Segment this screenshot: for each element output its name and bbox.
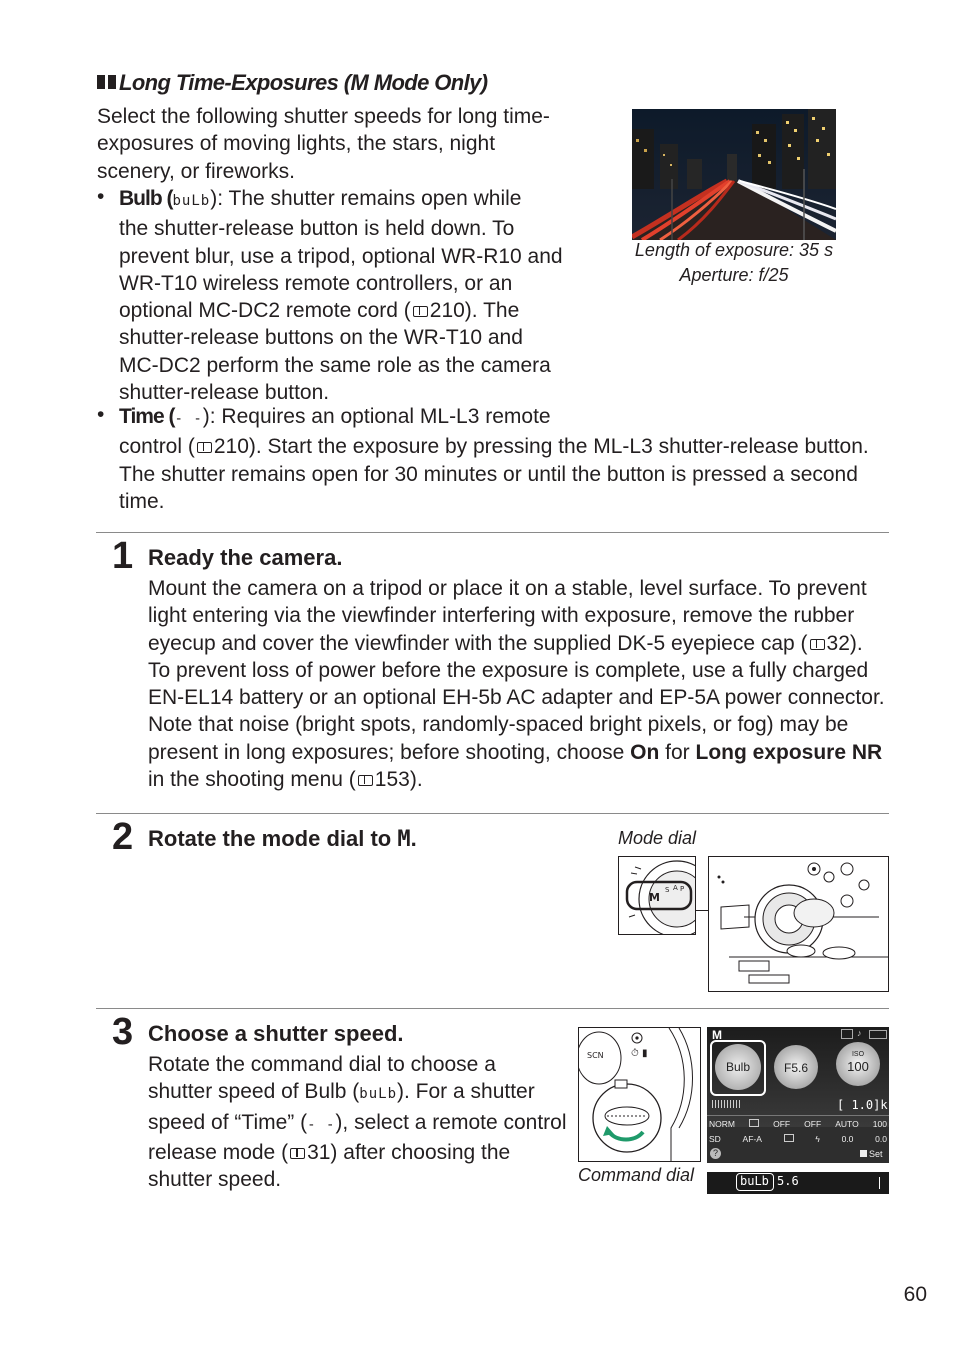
step-text: 153).: [374, 768, 423, 792]
bullet-text: ): The shutter remains open while: [210, 187, 522, 210]
step-text: 32).: [826, 631, 863, 655]
flash-icon: ϟ: [815, 1134, 820, 1144]
heading-marker-icon: [108, 75, 116, 89]
viewfinder-aperture: 5.6: [777, 1174, 799, 1188]
setting-value: OFF: [773, 1119, 791, 1129]
viewfinder-display: [707, 1172, 889, 1194]
step-line: [148, 630, 908, 657]
photo-caption: [620, 238, 848, 288]
image-quality-value: NORM: [709, 1119, 735, 1129]
section-title: [97, 70, 488, 96]
iso-value: 100: [847, 1059, 869, 1074]
intro-paragraph: [97, 103, 550, 185]
bulb-symbol: buLb: [359, 1086, 398, 1103]
bullet-line: shutter-release buttons on the WR-T10 and: [119, 326, 523, 350]
screen-settings-row-1: [709, 1119, 887, 1129]
bullet-icon: •: [97, 403, 105, 426]
setting-value: SD: [709, 1134, 721, 1144]
bullet-text: optional MC-DC2 remote cord (: [119, 299, 411, 323]
step-line: To prevent loss of power before the exposure is complete, use a fully charged: [148, 658, 869, 682]
step-text: release mode (: [148, 1140, 289, 1164]
bullet-line: The shutter remains open for 30 minutes or until the button is pressed a second: [119, 462, 858, 486]
menu-item-long-exposure-nr: Long exposure NR: [695, 740, 883, 764]
step-text: ). For a shutter: [397, 1080, 535, 1104]
help-icon: ?: [710, 1148, 721, 1159]
step-text: for: [659, 740, 696, 764]
bullet-icon: •: [97, 185, 105, 208]
step-line: light entering via the viewfinder interfering with exposure, remove the rubber: [148, 604, 855, 628]
viewfinder-shutter-speed: buLb: [740, 1174, 769, 1188]
svg-text:M: M: [649, 891, 660, 904]
camera-top-illustration: [708, 856, 889, 992]
step-text: eyecup and cover the viewfinder with the supplied DK-5 eyepiece cap (: [148, 631, 808, 655]
step-number: 3: [112, 1011, 134, 1053]
intro-line: exposures of moving lights, the stars, night: [97, 132, 496, 156]
bullet-text: ): Requires an optional ML-L3 remote: [202, 405, 551, 428]
page-reference-icon: [810, 639, 825, 650]
bullet-line: time.: [119, 489, 165, 513]
bulb-symbol: buLb: [172, 193, 211, 209]
aperture-value: F5.6: [783, 1061, 808, 1075]
bullet-line: [119, 403, 899, 433]
divider: [96, 532, 889, 533]
viewfinder-indicator: [879, 1177, 880, 1189]
bullet-time: [119, 403, 899, 515]
screen-beep-icon: ♪: [857, 1028, 862, 1038]
page-number: 60: [903, 1283, 927, 1306]
svg-text:⏱: ⏱: [631, 1048, 639, 1059]
step-line: [148, 1139, 568, 1166]
shutter-speed-value: Bulb: [725, 1060, 751, 1074]
bullet-bulb: [119, 185, 579, 406]
step-title: [148, 826, 417, 852]
menu-option-on: On: [630, 740, 660, 764]
page-reference-icon: [290, 1148, 305, 1159]
step-line: EN-EL14 battery or an optional EH-5b AC adapter and EP-5A power connector.: [148, 686, 885, 710]
step-text: ), select a remote control: [335, 1110, 567, 1134]
bullet-line: the shutter-release button is held down. To: [119, 217, 515, 241]
bullet-line: shutter-release button.: [119, 381, 330, 405]
svg-text:SCN: SCN: [587, 1051, 604, 1060]
step-number: 2: [112, 816, 134, 858]
bullet-line: MC-DC2 perform the same role as the camera: [119, 353, 551, 377]
svg-text:P: P: [680, 885, 685, 893]
bullet-line: [119, 433, 899, 460]
screen-card-icon: [841, 1029, 853, 1039]
screen-divider: [707, 1115, 889, 1116]
set-label: Set: [869, 1149, 883, 1159]
step-title-text: Rotate the mode dial to: [148, 826, 398, 851]
step-3-body: [148, 1051, 568, 1193]
metering-icon: [784, 1134, 794, 1142]
bullet-term-paren: (: [163, 405, 175, 428]
bullet-line: [119, 297, 579, 324]
mode-dial-closeup: [618, 856, 696, 935]
screen-battery-icon: [869, 1030, 887, 1039]
focus-mode-value: AF-A: [742, 1134, 762, 1144]
step-line: shutter speed.: [148, 1168, 282, 1192]
step-text: speed of “Time” (: [148, 1110, 308, 1134]
bullet-line: [119, 185, 579, 215]
step-text: present in long exposures; before shooting, choose: [148, 740, 631, 764]
bullet-term: Bulb: [119, 187, 162, 210]
step-line: Note that noise (bright spots, randomly-spaced bright pixels, or fog) may be: [148, 713, 849, 737]
setting-value: 0.0: [841, 1134, 854, 1144]
setting-value: OFF: [804, 1119, 822, 1129]
mode-dial-caption: Mode dial: [618, 828, 697, 848]
command-dial-illustration: [578, 1027, 701, 1162]
camera-info-screen: [707, 1027, 889, 1163]
step-text: 31) after choosing the: [307, 1140, 511, 1164]
step-number: 1: [112, 535, 134, 577]
step-title: Ready the camera.: [148, 545, 343, 570]
step-text: shutter speed of Bulb (: [148, 1080, 360, 1104]
step-1-body: [148, 575, 908, 793]
setting-value: 100: [872, 1119, 887, 1129]
i-button-icon: [860, 1150, 867, 1157]
page-reference-icon: [413, 306, 428, 317]
caption-line: Aperture: f/25: [679, 265, 789, 285]
bullet-term: Time: [119, 405, 164, 428]
bullet-term-paren: (: [161, 187, 173, 210]
image-size-icon: [749, 1119, 759, 1127]
step-line: [148, 1078, 568, 1108]
svg-text:S: S: [665, 886, 670, 894]
svg-text:▮: ▮: [642, 1048, 648, 1059]
intro-line: scenery, or fireworks.: [97, 159, 295, 183]
exposure-compensation: [ 1.0]k: [837, 1098, 888, 1112]
page-reference-icon: [358, 775, 373, 786]
time-symbol: - -: [307, 1116, 336, 1133]
section-title-text: Long Time-Exposures (M Mode Only): [119, 70, 488, 95]
intro-line: Select the following shutter speeds for long time-: [97, 105, 550, 128]
screen-mode-indicator: M: [712, 1028, 722, 1042]
divider: [96, 813, 889, 814]
exposure-indicator: [712, 1100, 742, 1108]
long-exposure-photo: [632, 109, 836, 240]
setting-value: AUTO: [835, 1119, 859, 1129]
bullet-text: control (: [119, 435, 195, 459]
svg-text:A: A: [673, 884, 678, 892]
step-line: Mount the camera on a tripod or place it on a stable, level surface. To prevent: [148, 577, 867, 600]
setting-value: 0.0: [875, 1134, 887, 1144]
time-symbol: - -: [174, 411, 203, 427]
step-title: Choose a shutter speed.: [148, 1021, 404, 1046]
bullet-line: WR-T10 wireless remote controllers, or an: [119, 271, 513, 295]
mode-m-symbol: M: [397, 827, 411, 852]
step-text: in the shooting menu (: [148, 768, 356, 792]
step-title-end: .: [410, 826, 417, 851]
step-line: [148, 766, 908, 793]
step-line: Rotate the command dial to choose a: [148, 1053, 496, 1076]
divider: [96, 1008, 889, 1009]
bullet-text: 210). Start the exposure by pressing the ML-L3 shutter-release button.: [213, 435, 869, 459]
step-line: [148, 739, 908, 766]
step-line: [148, 1109, 568, 1139]
caption-line: Length of exposure: 35 s: [634, 240, 834, 260]
command-dial-caption: Command dial: [578, 1165, 695, 1185]
iso-label: ISO: [851, 1051, 865, 1058]
bullet-text: 210). The: [429, 299, 520, 323]
heading-marker-icon: [97, 75, 105, 89]
page-reference-icon: [197, 442, 212, 453]
screen-settings-row-2: [709, 1134, 887, 1144]
set-indicator: [860, 1149, 883, 1159]
bullet-line: prevent blur, use a tripod, optional WR-R10 and: [119, 244, 563, 268]
